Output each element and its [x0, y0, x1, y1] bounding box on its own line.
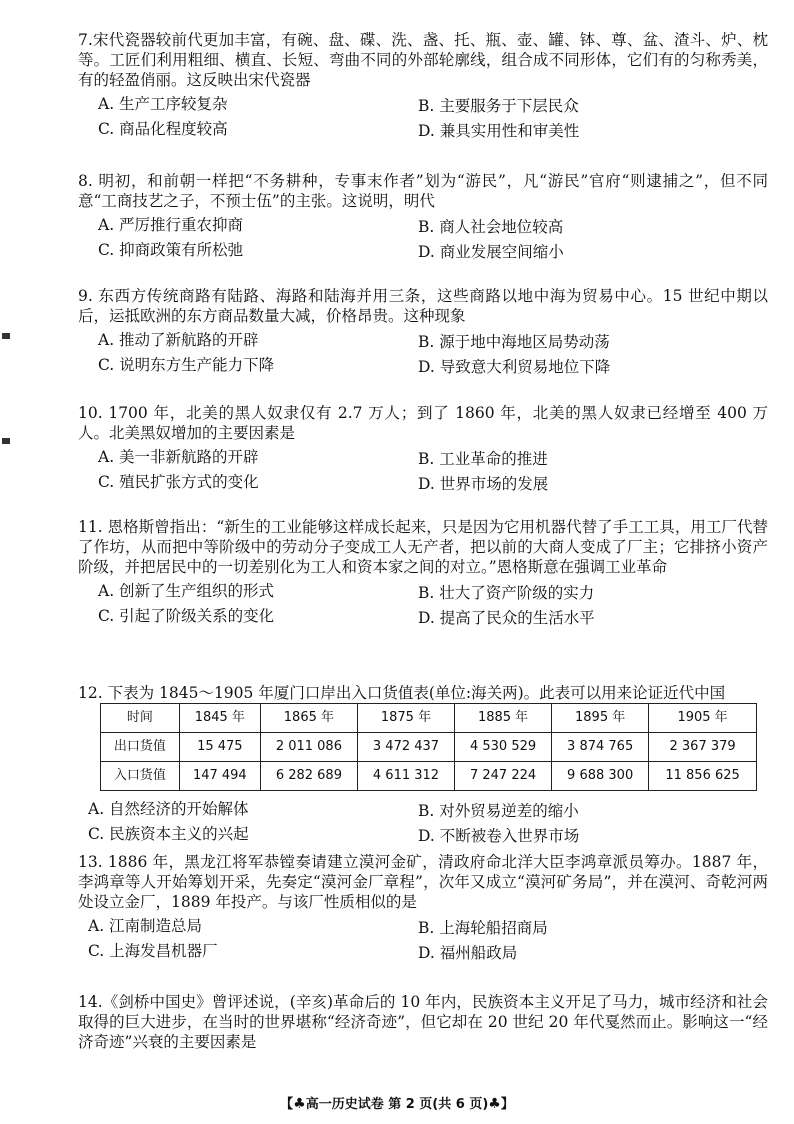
table-header-cell: 1905 年 [649, 704, 757, 733]
table-cell: 6 282 689 [260, 762, 357, 791]
options [78, 326, 768, 380]
question-stem: 10. 1700 年，北美的黑人奴隶仅有 2.7 万人；到了 1860 年，北美的黑人奴隶已经增至 400 万人。北美黑奴增加的主要因素是 [78, 404, 768, 443]
table-cell: 4 611 312 [357, 762, 454, 791]
option-d: D. 提高了民众的生活水平 [418, 609, 595, 628]
binding-edge-mark [2, 333, 10, 339]
option-b: B. 主要服务于下层民众 [418, 97, 579, 116]
table-cell: 出口货值 [101, 733, 180, 762]
table-row [101, 762, 757, 791]
question-14 [78, 992, 768, 1052]
question-stem: 14.《剑桥中国史》曾评述说，(辛亥)革命后的 10 年内，民族资本主义开足了马力，城市经济和社会取得的巨大进步，在当时的世界堪称“经济奇迹”，但它却在 20 世纪 20 年代戛然而止。影响这一“经济奇迹”兴衰的主要因素是 [78, 993, 768, 1052]
question-stem: 13. 1886 年，黑龙江将军恭镗奏请建立漠河金矿，清政府命北洋大臣李鸿章派员筹办。1887 年，李鸿章等人开始筹划开采，先奏定“漠河金厂章程”，次年又成立“漠河矿务局”，并在漠河、奇乾河两处设立金厂，1889 年投产。与该厂性质相似的是 [78, 853, 768, 912]
question-8 [78, 171, 768, 265]
binding-edge-mark [2, 438, 10, 444]
option-b: B. 对外贸易逆差的缩小 [418, 802, 579, 820]
table-cell: 3 874 765 [552, 733, 649, 762]
question-stem: 12. 下表为 1845～1905 年厦门口岸出入口货值表(单位:海关两)。此表可以用来论证近代中国 [78, 684, 726, 702]
options [78, 211, 768, 265]
question-9 [78, 286, 768, 380]
option-a: A. 美一非新航路的开辟 [98, 448, 259, 467]
table-cell: 3 472 437 [357, 733, 454, 762]
option-c: C. 抑商政策有所松弛 [98, 241, 244, 260]
table-header-cell: 1845 年 [179, 704, 260, 733]
table-header-cell: 1895 年 [552, 704, 649, 733]
trade-value-table [100, 703, 757, 791]
option-a: A. 生产工序较复杂 [98, 95, 228, 114]
question-stem: 9. 东西方传统商路有陆路、海路和陆海并用三条，这些商路以地中海为贸易中心。15 世纪中期以后，运抵欧洲的东方商品数量大减，价格昂贵。这种现象 [78, 287, 768, 326]
table-cell: 15 475 [179, 733, 260, 762]
option-a: A. 江南制造总局 [88, 917, 203, 936]
question-stem: 7.宋代瓷器较前代更加丰富，有碗、盘、碟、洗、盏、托、瓶、壶、罐、钵、尊、盆、渣斗、炉、枕等。工匠们利用粗细、横直、长短、弯曲不同的外部轮廓线，组合成不同形体，它们有的匀称秀美，有的轻盈俏丽。这反映出宋代瓷器 [78, 31, 768, 90]
table-cell: 2 011 086 [260, 733, 357, 762]
option-b: B. 上海轮船招商局 [418, 919, 548, 938]
option-b: B. 源于地中海地区局势动荡 [418, 333, 610, 352]
table-cell: 7 247 224 [455, 762, 552, 791]
table-header-row [101, 704, 757, 733]
question-11 [78, 517, 768, 631]
table-header-cell: 1865 年 [260, 704, 357, 733]
table-cell: 9 688 300 [552, 762, 649, 791]
option-d: D. 世界市场的发展 [418, 475, 549, 494]
option-c: C. 殖民扩张方式的变化 [98, 473, 259, 492]
footer-left-bracket: 【 [280, 1097, 294, 1112]
page-footer [0, 1095, 794, 1114]
option-d: D. 商业发展空间缩小 [418, 243, 564, 262]
table-cell: 11 856 625 [649, 762, 757, 791]
club-icon: ♣ [293, 1096, 306, 1112]
option-b: B. 商人社会地位较高 [418, 218, 564, 237]
option-c: C. 引起了阶级关系的变化 [98, 607, 275, 626]
table-header-cell: 时间 [101, 704, 180, 733]
table-cell: 147 494 [179, 762, 260, 791]
options [78, 443, 768, 497]
table-cell: 入口货值 [101, 762, 180, 791]
option-a: A. 严厉推行重农抑商 [98, 216, 244, 235]
option-a: A. 创新了生产组织的形式 [98, 582, 275, 601]
question-13 [78, 852, 768, 966]
option-a: A. 自然经济的开始解体 [88, 800, 249, 818]
table-cell: 2 367 379 [649, 733, 757, 762]
footer-text: 高一历史试卷 第 2 页(共 6 页) [305, 1097, 489, 1112]
options [78, 912, 768, 966]
option-c: C. 说明东方生产能力下降 [98, 356, 275, 375]
options [78, 577, 768, 631]
option-d: D. 福州船政局 [418, 944, 518, 963]
question-10 [78, 403, 768, 497]
question-stem: 8. 明初，和前朝一样把“不务耕种，专事末作者”划为“游民”，凡“游民”官府“则逮捕之”，但不同意“工商技艺之子，不预士伍”的主张。这说明，明代 [78, 172, 768, 211]
table-row [101, 733, 757, 762]
option-c: C. 民族资本主义的兴起 [88, 825, 249, 843]
table-header-cell: 1885 年 [455, 704, 552, 733]
option-c: C. 上海发昌机器厂 [88, 942, 218, 961]
option-d: D. 不断被卷入世界市场 [418, 827, 580, 845]
table-header-cell: 1875 年 [357, 704, 454, 733]
option-d: D. 兼具实用性和审美性 [418, 122, 580, 141]
question-12-options [78, 795, 768, 849]
question-12-stem-block [78, 683, 768, 703]
option-d: D. 导致意大利贸易地位下降 [418, 358, 611, 377]
question-7 [78, 30, 768, 144]
footer-right-bracket: 】 [500, 1097, 514, 1112]
option-c: C. 商品化程度较高 [98, 120, 228, 139]
club-icon: ♣ [488, 1096, 501, 1112]
option-b: B. 壮大了资产阶级的实力 [418, 584, 595, 603]
option-a: A. 推动了新航路的开辟 [98, 331, 259, 350]
options [78, 90, 768, 144]
options [78, 795, 768, 849]
option-b: B. 工业革命的推进 [418, 450, 548, 469]
question-stem: 11. 恩格斯曾指出：“新生的工业能够这样成长起来，只是因为它用机器代替了手工工具，用工厂代替了作坊，从而把中等阶级中的劳动分子变成工人无产者，把以前的大商人变成了厂主；它排挤小资产阶级，并把居民中的一切差别化为工人和资本家之间的对立。”恩格斯意在强调工业革命 [78, 518, 768, 577]
table-cell: 4 530 529 [455, 733, 552, 762]
